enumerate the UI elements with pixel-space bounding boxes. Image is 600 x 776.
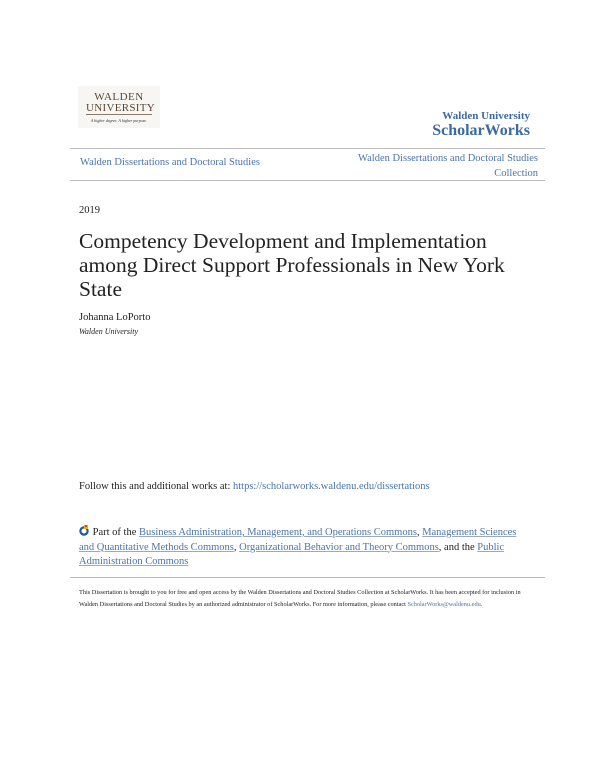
- commons-link-management-sciences[interactable]: Management Sciences and Quantitative Methods Commons: [79, 527, 517, 553]
- walden-university-logo: [78, 86, 160, 128]
- access-notice: [79, 587, 539, 611]
- year: 2019: [79, 205, 100, 216]
- notice-end: .: [480, 601, 483, 608]
- open-commons-icon: [79, 525, 90, 536]
- nav-collection-line1: Walden Dissertations and Doctoral Studies: [358, 153, 538, 164]
- commons-link-organizational-behavior[interactable]: Organizational Behavior and Theory Commons: [239, 541, 439, 553]
- part-of-paragraph: [79, 525, 529, 570]
- commons-link-business-administration[interactable]: Business Administration, Management, and Operations Commons: [139, 527, 417, 538]
- follow-url-link[interactable]: https://scholarworks.waldenu.edu/dissertations: [233, 481, 430, 492]
- commons-link-public-administration[interactable]: Public Administration Commons: [79, 541, 505, 567]
- scholarworks-brand: ScholarWorks: [432, 122, 530, 139]
- logo-line2: UNIVERSITY: [86, 102, 155, 114]
- contact-email-link[interactable]: ScholarWorks@waldenu.edu: [407, 601, 481, 608]
- separator: ,: [416, 527, 423, 538]
- nav-collection-line2: Collection: [494, 168, 538, 179]
- document-title: Competency Development and Implementation among Direct Support Professionals in New York State: [79, 229, 505, 301]
- divider: [70, 577, 545, 578]
- logo-tagline: A higher degree. A higher purpose.: [90, 118, 148, 123]
- logo-line1: WALDEN: [94, 91, 144, 103]
- notice-text: This Dissertation is brought to you for free and open access by the Walden Dissertations and Doctoral Studies Collection at ScholarWorks. It has been accepted for inclusion in Walden Dissertations and Doctoral Studies by an authorized administrator of ScholarWorks. For more information, please contact: [79, 589, 521, 608]
- follow-line: [79, 481, 430, 492]
- author: Johanna LoPorto: [79, 312, 151, 323]
- divider: [70, 148, 545, 149]
- part-of-prefix: Part of the: [92, 527, 139, 538]
- separator: ,: [233, 541, 240, 553]
- nav-link-dissertations[interactable]: Walden Dissertations and Doctoral Studies: [80, 157, 260, 168]
- nav-link-collection[interactable]: [358, 151, 538, 181]
- separator: , and the: [438, 541, 478, 553]
- follow-label: Follow this and additional works at:: [79, 481, 233, 492]
- divider: [70, 180, 545, 181]
- affiliation: Walden University: [79, 327, 139, 336]
- repository-name: Walden University: [442, 110, 530, 122]
